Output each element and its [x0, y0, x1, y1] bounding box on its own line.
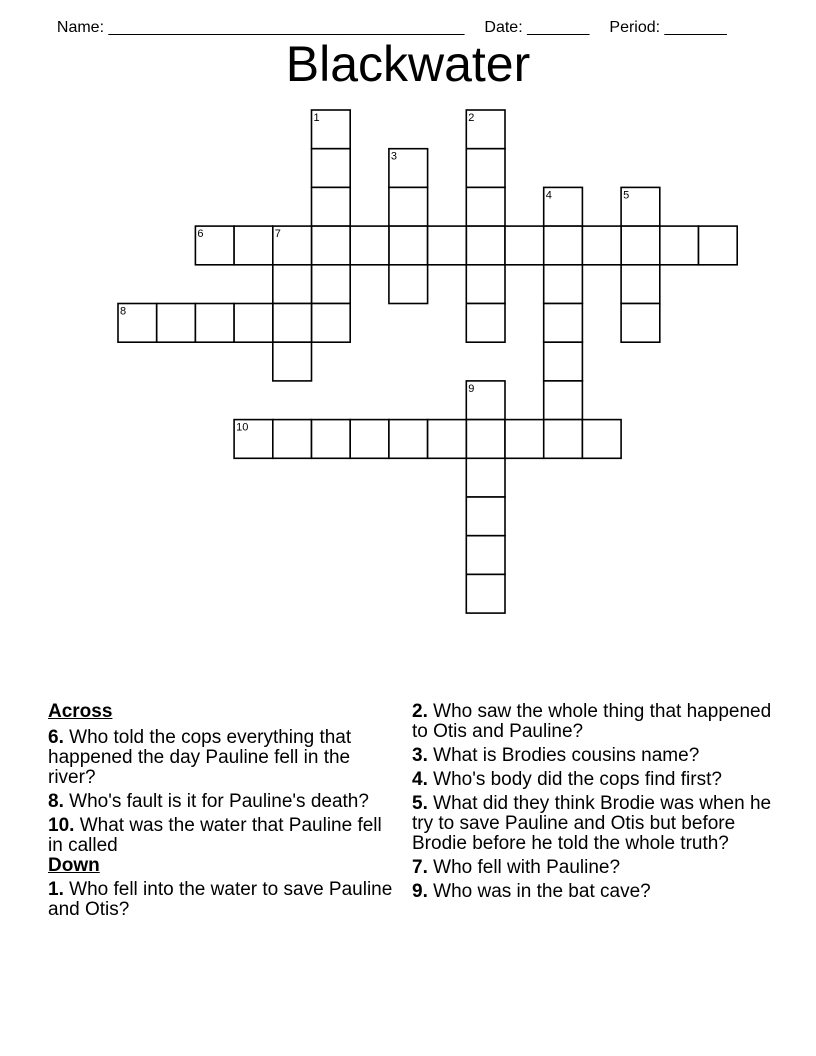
- cell-number-7: 7: [274, 228, 281, 241]
- crossword-cell[interactable]: [312, 110, 351, 149]
- crossword-cell[interactable]: [389, 420, 428, 459]
- crossword-cell[interactable]: [505, 226, 544, 265]
- clue-down-5: [412, 794, 772, 854]
- crossword-cell[interactable]: [350, 226, 389, 265]
- crossword-cell[interactable]: [466, 187, 505, 226]
- clue-down-9: [412, 882, 772, 902]
- crossword-cell[interactable]: [582, 226, 621, 265]
- name-field[interactable]: ________________________________________: [108, 19, 465, 36]
- crossword-cell[interactable]: [312, 420, 351, 459]
- clue-down-7: [412, 858, 772, 878]
- crossword-cell[interactable]: [621, 187, 660, 226]
- crossword-cell[interactable]: [273, 342, 312, 381]
- clue-number: 7.: [412, 857, 428, 878]
- crossword-cell[interactable]: [234, 420, 273, 459]
- crossword-cell[interactable]: [466, 381, 505, 420]
- clue-down-4: [412, 770, 772, 790]
- crossword-cell[interactable]: [312, 187, 351, 226]
- clue-text: Who's fault is it for Pauline's death?: [63, 791, 369, 812]
- clue-text: What did they think Brodie was when he try to save Pauline and Otis but before Brodie before he told the whole truth?: [412, 793, 772, 854]
- cell-number-2: 2: [468, 112, 475, 124]
- period-field[interactable]: _______: [664, 19, 727, 36]
- crossword-cell[interactable]: [544, 381, 583, 420]
- crossword-cell[interactable]: [621, 265, 660, 304]
- cell-number-3: 3: [390, 150, 398, 163]
- down-heading: Down: [48, 855, 100, 876]
- student-info-header: [48, 0, 768, 38]
- crossword-cell[interactable]: [466, 497, 505, 536]
- crossword-cell[interactable]: [621, 226, 660, 265]
- crossword-cell[interactable]: [466, 420, 505, 459]
- clue-number: 10.: [48, 815, 75, 836]
- period-label: Period:: [609, 19, 665, 36]
- crossword-cell[interactable]: [273, 226, 312, 265]
- crossword-cell[interactable]: [389, 187, 428, 226]
- crossword-cell[interactable]: [660, 226, 699, 265]
- crossword-cell[interactable]: [312, 149, 351, 188]
- clue-down-1: [48, 880, 398, 920]
- crossword-cell[interactable]: [544, 187, 583, 226]
- crossword-cell[interactable]: [389, 149, 428, 188]
- crossword-cell[interactable]: [466, 265, 505, 304]
- crossword-cell[interactable]: [389, 226, 428, 265]
- clue-number: 6.: [48, 727, 64, 748]
- clue-across-6: [48, 728, 398, 788]
- crossword-cell[interactable]: [273, 265, 312, 304]
- clue-text: Who saw the whole thing that happened to Otis and Pauline?: [412, 701, 772, 742]
- clue-text: Who told the cops everything that happened the day Pauline fell in the river?: [48, 727, 352, 788]
- crossword-cell[interactable]: [505, 420, 544, 459]
- clue-number: 3.: [412, 745, 428, 766]
- crossword-cell[interactable]: [544, 420, 583, 459]
- clue-number: 1.: [48, 879, 64, 900]
- date-label: Date:: [484, 19, 528, 36]
- crossword-cell[interactable]: [389, 265, 428, 304]
- crossword-cell[interactable]: [234, 226, 273, 265]
- crossword-cell[interactable]: [544, 265, 583, 304]
- crossword-cell[interactable]: [428, 226, 467, 265]
- crossword-cell[interactable]: [466, 536, 505, 575]
- clue-number: 8.: [48, 791, 64, 812]
- cell-number-6: 6: [197, 228, 204, 241]
- crossword-cell[interactable]: [544, 342, 583, 381]
- crossword-cell[interactable]: [350, 420, 389, 459]
- page-title: Blackwater: [285, 36, 531, 92]
- cell-number-4: 4: [545, 189, 552, 202]
- clue-text: Who's body did the cops find first?: [427, 769, 722, 790]
- crossword-cell[interactable]: [312, 226, 351, 265]
- crossword-cell[interactable]: [312, 265, 351, 304]
- clue-down-2: [412, 702, 772, 742]
- crossword-cell[interactable]: [544, 304, 583, 343]
- cell-number-1: 1: [313, 112, 320, 124]
- crossword-cell[interactable]: [699, 226, 738, 265]
- cell-number-9: 9: [468, 382, 475, 395]
- name-label: Name:: [56, 19, 109, 36]
- crossword-cell[interactable]: [466, 574, 505, 613]
- crossword-cell[interactable]: [312, 304, 351, 343]
- clue-number: 9.: [412, 881, 428, 902]
- clue-text: What was the water that Pauline fell in called: [48, 815, 382, 856]
- crossword-cell[interactable]: [157, 304, 196, 343]
- clue-number: 5.: [412, 793, 428, 814]
- crossword-cell[interactable]: [621, 304, 660, 343]
- crossword-cell[interactable]: [466, 226, 505, 265]
- crossword-cell[interactable]: [118, 304, 157, 343]
- cell-number-10: 10: [236, 421, 249, 434]
- crossword-cell[interactable]: [234, 304, 273, 343]
- crossword-cell[interactable]: [466, 458, 505, 497]
- crossword-cell[interactable]: [195, 226, 234, 265]
- crossword-cell[interactable]: [273, 420, 312, 459]
- clue-number: 2.: [412, 701, 428, 722]
- crossword-cell[interactable]: [273, 304, 312, 343]
- clue-text: What is Brodies cousins name?: [427, 745, 700, 766]
- clue-across-8: [48, 792, 398, 812]
- cell-number-5: 5: [623, 189, 630, 202]
- clue-across-10: [48, 816, 398, 856]
- clue-text: Who fell with Pauline?: [427, 857, 621, 878]
- clues-left-column: [48, 702, 398, 924]
- clues-right-column: [412, 702, 772, 906]
- crossword-cell[interactable]: [466, 110, 505, 149]
- crossword-cell[interactable]: [195, 304, 234, 343]
- across-heading: Across: [48, 701, 113, 722]
- crossword-cell[interactable]: [582, 420, 621, 459]
- clue-down-3: [412, 746, 772, 766]
- date-field[interactable]: _______: [527, 19, 590, 36]
- clue-number: 4.: [412, 769, 428, 790]
- crossword-cell[interactable]: [466, 149, 505, 188]
- crossword-cell[interactable]: [428, 420, 467, 459]
- cell-number-8: 8: [120, 305, 127, 318]
- crossword-cell[interactable]: [544, 226, 583, 265]
- clue-text: Who was in the bat cave?: [427, 881, 651, 902]
- clue-text: Who fell into the water to save Pauline and Otis?: [48, 879, 393, 920]
- crossword-cell[interactable]: [466, 304, 505, 343]
